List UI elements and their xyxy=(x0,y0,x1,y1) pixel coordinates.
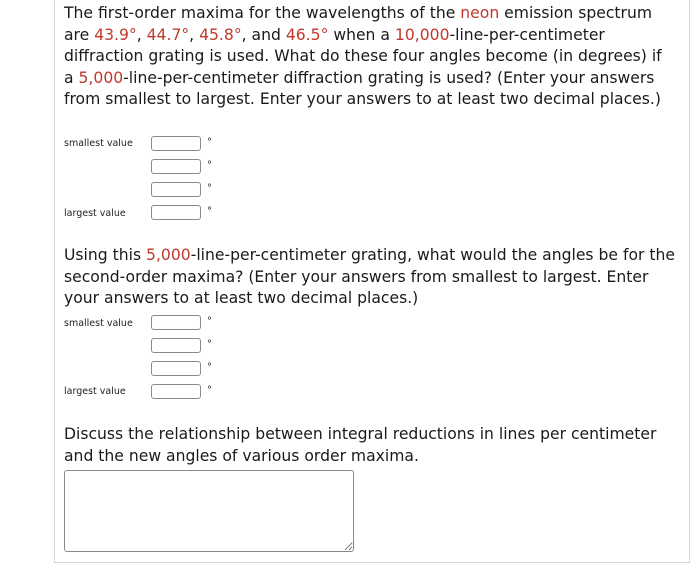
question-1-text: The first-order maxima for the wavelengths of the neon emission spectrum are 43.9°, 44.7°, 45.8°, and 46.5° when a 10,000-line-per-centimeter diffraction grating is used. What do these four angles become (in degrees) if a 5,000-line-per-centimeter diffraction grating is used? (Enter your answers from smallest to largest. Enter your answers to at least two decimal places.) xyxy=(64,4,662,108)
degree-unit: ° xyxy=(207,160,212,171)
largest-value-label-1: largest value xyxy=(64,208,126,219)
grating-5000: 5,000 xyxy=(146,246,191,264)
largest-value-label-2: largest value xyxy=(64,386,126,397)
answer-2-largest-input[interactable] xyxy=(151,384,201,399)
angle-2: 44.7° xyxy=(146,25,190,44)
degree-unit: ° xyxy=(207,183,212,194)
degree-unit: ° xyxy=(207,385,212,396)
answer-2-second-input[interactable] xyxy=(151,338,201,353)
degree-unit: ° xyxy=(207,316,212,327)
degree-unit: ° xyxy=(207,206,212,217)
answer-1-largest-input[interactable] xyxy=(151,205,201,220)
answer-1-smallest-input[interactable] xyxy=(151,136,201,151)
smallest-value-label-1: smallest value xyxy=(64,138,133,149)
degree-unit: ° xyxy=(207,339,212,350)
question-2-text: Using this 5,000-line-per-centimeter grating, what would the angles be for the second-order maxima? (Enter your answers from smallest to largest. Enter your answers to at least two decimal places.) xyxy=(64,246,675,307)
highlight-neon: neon xyxy=(460,4,500,22)
answer-2-third-input[interactable] xyxy=(151,361,201,376)
angle-3: 45.8° xyxy=(199,25,242,44)
answer-1-second-input[interactable] xyxy=(151,159,201,174)
question-3-text: Discuss the relationship between integral reductions in lines per centimeter and the new angles of various order maxima. xyxy=(64,425,657,465)
smallest-value-label-2: smallest value xyxy=(64,318,133,329)
grating-10000: 10,000 xyxy=(394,25,450,44)
discussion-answer-textarea[interactable] xyxy=(64,470,354,552)
answer-1-third-input[interactable] xyxy=(151,182,201,197)
degree-unit: ° xyxy=(207,362,212,373)
angle-4: 46.5° xyxy=(285,25,329,44)
grating-5000: 5,000 xyxy=(78,68,124,87)
angle-1: 43.9° xyxy=(94,25,137,44)
answer-2-smallest-input[interactable] xyxy=(151,315,201,330)
degree-unit: ° xyxy=(207,137,212,148)
